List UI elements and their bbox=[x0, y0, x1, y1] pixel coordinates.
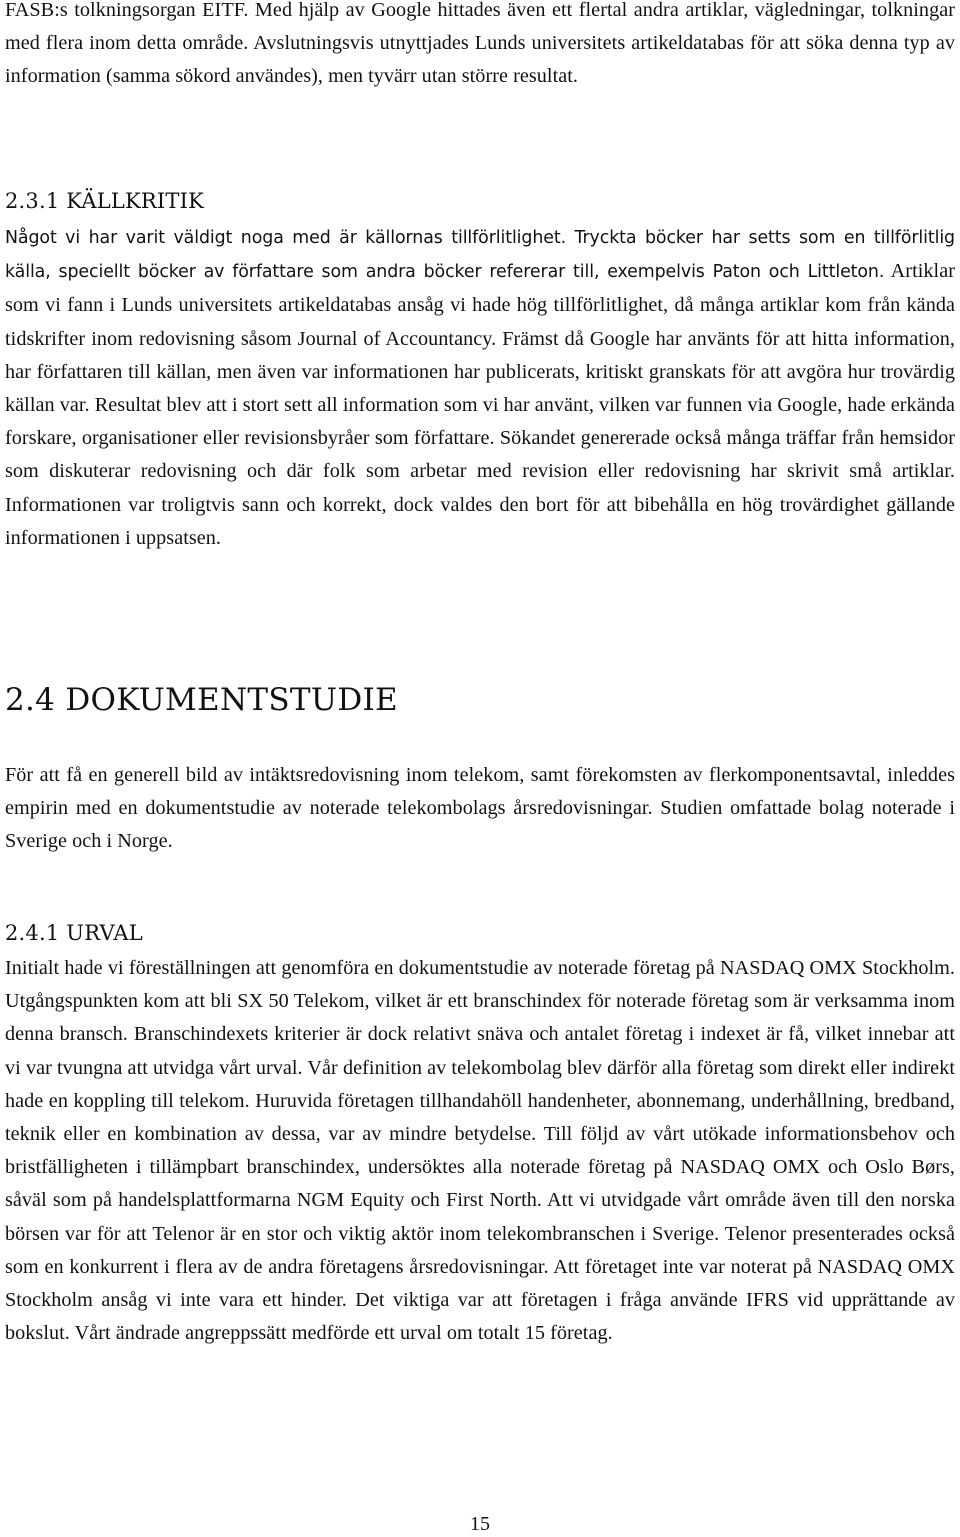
paragraph-dokumentstudie: För att få en generell bild av intäktsredovisning inom telekom, samt förekomsten av flerkomponentsavtal, inleddes empirin med en dokumentstudie av noterade telekombolags årsredovisningar. Studien omfattade bolag noterade i Sverige och i Norge. bbox=[5, 764, 955, 853]
page-number: 15 bbox=[470, 1513, 490, 1535]
heading-dokumentstudie: 2.4 DOKUMENTSTUDIE bbox=[5, 682, 398, 718]
heading-urval: 2.4.1 URVAL bbox=[5, 921, 143, 945]
paragraph-urval: Initialt hade vi föreställningen att genomföra en dokumentstudie av noterade företag på NASDAQ OMX Stockholm. Utgångspunkten kom att bli SX 50 Telekom, vilket är ett branschindex för noterade företag som är verksamma inom denna bransch. Branschindexets kriterier är dock relativt snäva och antalet företag i indexet är få, vilket innebar att vi var tvungna att utvidga vårt urval. Vår definition av telekombolag blev därför alla företag som direkt eller indirekt hade en koppling till telekom. Huruvida företagen tillhandahöll handenheter, abonnemang, underhållning, bredband, teknik eller en kombination av dessa, var av mindre betydelse. Till följd av vårt utökade informationsbehov och bristfälligheten i tillämpbart branschindex, undersöktes alla noterade företag på NASDAQ OMX och Oslo Børs, såväl som på handelsplattformarna NGM Equity och First North. Att vi utvidgade vårt område även till den norska börsen var för att Telenor är en stor och viktig aktör inom telekombranschen i Sverige. Telenor presenterades också som en konkurrent i flera av de andra företagens årsredovisningar. Att företaget inte var noterat på NASDAQ OMX Stockholm ansåg vi inte vara ett hinder. Det viktiga var att företagen i fråga använde IFRS vid upprättande av bokslut. Vårt ändrade angreppssätt medförde ett urval om totalt 15 företag. bbox=[5, 957, 955, 1345]
paragraph-kallkritik bbox=[5, 221, 955, 555]
paragraph-kallkritik-sans-part: Något vi har varit väldigt noga med är källornas tillförlitlighet. Tryckta böcker har setts som en tillförlitlig källa, speciellt böcker av författare som andra böcker refererar till, exempelvis Paton och Littleton. bbox=[5, 228, 955, 283]
paragraph-kallkritik-serif-part: Artiklar som vi fann i Lunds universitets artikeldatabas ansåg vi hade hög tillförlitlighet, då många artiklar kom från kända tidskrifter inom redovisning såsom Journal of Accountancy. Främst då Google har använts för att hitta information, har författaren till källan, men även var informationen har publicerats, kritiskt granskats för att avgöra hur trovärdig källan var. Resultat blev att i stort sett all information som vi har använt, vilken var funnen via Google, hade erkända forskare, organisationer eller revisionsbyråer som författare. Sökandet genererade också många träffar från hemsidor som diskuterar redovisning och där folk som arbetar med revision eller redovisning har skrivit små artiklar. Informationen var troligtvis sann och korrekt, dock valdes den bort för att bibehålla en hög trovärdighet gällande informationen i uppsatsen. bbox=[5, 260, 955, 549]
intro-paragraph: FASB:s tolkningsorgan EITF. Med hjälp av Google hittades även ett flertal andra artiklar, vägledningar, tolkningar med flera inom detta område. Avslutningsvis utnyttjades Lunds universitets artikeldatabas för att söka denna typ av information (samma sökord användes), men tyvärr utan större resultat. bbox=[5, 0, 955, 88]
heading-kallkritik: 2.3.1 KÄLLKRITIK bbox=[5, 189, 204, 213]
